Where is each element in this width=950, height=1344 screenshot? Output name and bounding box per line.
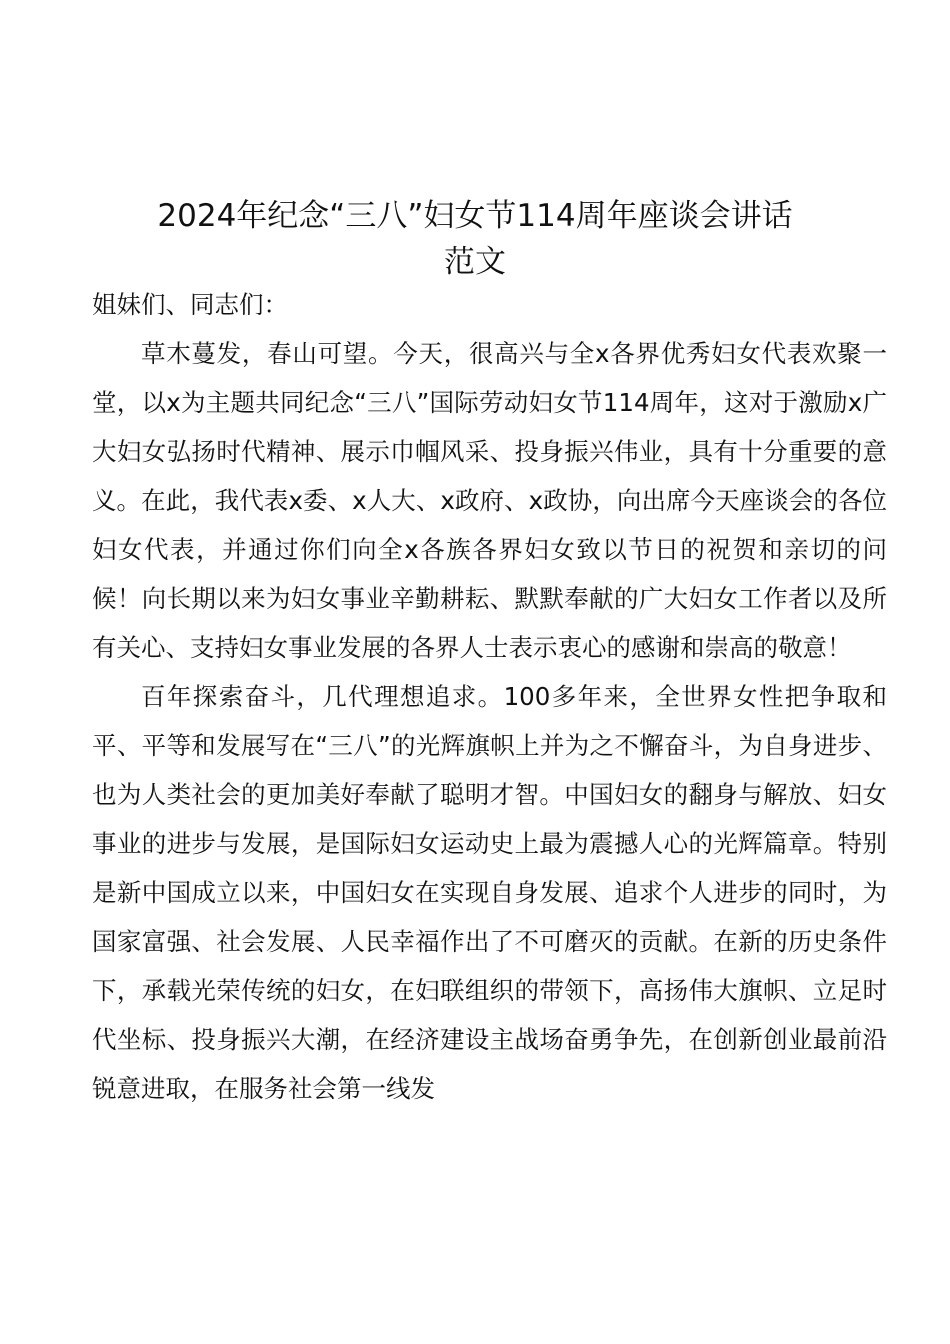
title-line-2: 范文 bbox=[444, 243, 506, 280]
paragraph-1: 草木蔓发，春山可望。今天，很高兴与全x各界优秀妇女代表欢聚一堂，以x为主题共同纪念“三八”国际劳动妇女节114周年，这对于激励x广大妇女弘扬时代精神、展示巾帼风采、投身振兴伟业，具有十分重要的意义。在此，我代表x委、x人大、x政府、x政协，向出席今天座谈会的各位妇女代表，并通过你们向全x各族各界妇女致以节日的祝贺和亲切的问候！向长期以来为妇女事业辛勤耕耘、默默奉献的广大妇女工作者以及所有关心、支持妇女事业发展的各界人士表示衷心的感谢和崇高的敬意！ bbox=[92, 339, 887, 662]
paragraph-2: 百年探索奋斗，几代理想追求。100多年来，全世界女性把争取和平、平等和发展写在“三八”的光辉旗帜上并为之不懈奋斗，为自身进步、也为人类社会的更加美好奉献了聪明才智。中国妇女的翻身与解放、妇女事业的进步与发展，是国际妇女运动史上最为震撼人心的光辉篇章。特别是新中国成立以来，中国妇女在实现自身发展、追求个人进步的同时，为国家富强、社会发展、人民幸福作出了不可磨灭的贡献。在新的历史条件下，承载光荣传统的妇女，在妇联组织的带领下，高扬伟大旗帜、立足时代坐标、投身振兴大潮，在经济建设主战场奋勇争先，在创新创业最前沿锐意进取，在服务社会第一线发 bbox=[92, 682, 887, 1103]
document-body bbox=[92, 280, 887, 1113]
salutation: 姐妹们、同志们： bbox=[92, 290, 288, 319]
document-title bbox=[60, 193, 890, 285]
title-line-1: 2024年纪念“三八”妇女节114周年座谈会讲话 bbox=[157, 197, 793, 234]
